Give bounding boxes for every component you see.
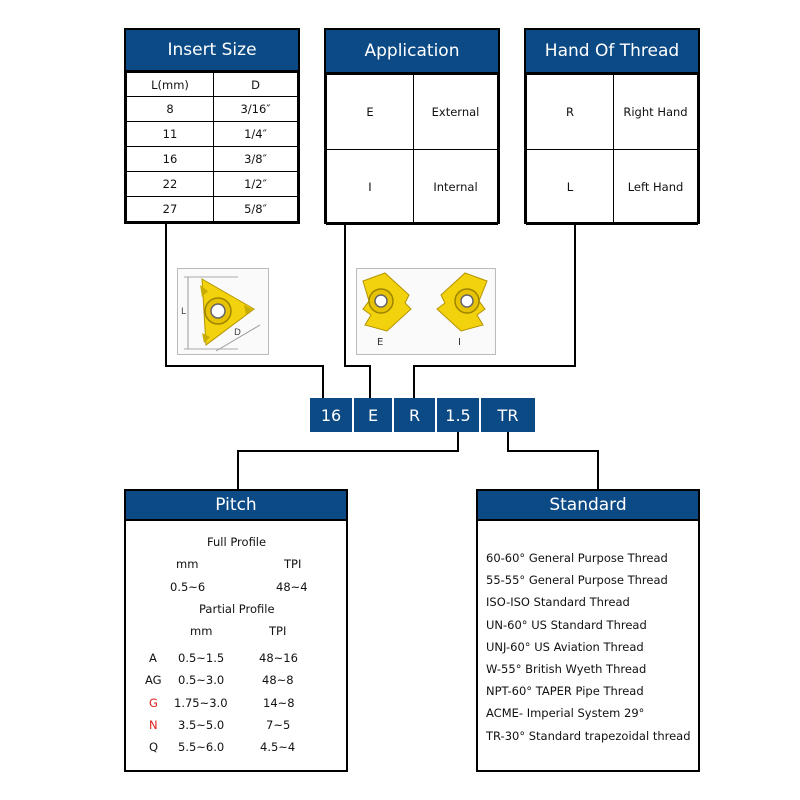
full-mm-header: mm (176, 557, 199, 571)
table-row (127, 197, 298, 222)
application-code: I (327, 150, 414, 225)
insert-size-l: 11 (127, 122, 214, 147)
dimension-l-label: L (181, 307, 187, 317)
insert-drawing (178, 269, 268, 354)
code-pitch-box: 1.5 (437, 398, 479, 432)
pitch-mm: 5.5~6.0 (178, 740, 225, 754)
pitch-tpi: 48~8 (262, 673, 294, 687)
table-row (126, 696, 346, 716)
pitch-tpi: 14~8 (263, 696, 295, 710)
application-figure (356, 268, 496, 355)
list-item: UNJ-60° US Aviation Thread (486, 639, 644, 654)
insert-size-l: 16 (127, 147, 214, 172)
application-i-label: I (458, 337, 461, 348)
list-item: UN-60° US Standard Thread (486, 617, 647, 632)
pitch-code: Q (149, 740, 159, 754)
code-hand-box: R (394, 398, 435, 432)
insert-size-d: 3/16″ (214, 97, 298, 122)
insert-size-figure (177, 268, 269, 355)
insert-size-l: 22 (127, 172, 214, 197)
code-application-box: E (354, 398, 392, 432)
partial-mm-header: mm (190, 624, 213, 638)
code-standard-box: TR (481, 398, 535, 432)
table-row (127, 147, 298, 172)
pitch-code: AG (145, 673, 162, 687)
insert-size-l: 8 (127, 97, 214, 122)
application-code: E (327, 75, 414, 150)
pitch-code: G (149, 696, 158, 710)
table-row (127, 122, 298, 147)
table-row (126, 718, 346, 738)
pitch-mm: 0.5~1.5 (178, 651, 225, 665)
pitch-panel (124, 489, 348, 772)
application-title: Application (326, 30, 498, 74)
hand-label: Left Hand (614, 150, 698, 225)
hand-title: Hand Of Thread (526, 30, 698, 74)
insert-size-d: 5/8″ (214, 197, 298, 222)
standard-panel (476, 489, 700, 772)
pitch-tpi: 48~16 (259, 651, 298, 665)
insert-size-panel (124, 28, 300, 224)
hand-code: R (527, 75, 614, 150)
insert-size-d: 1/4″ (214, 122, 298, 147)
application-e-label: E (377, 337, 384, 348)
full-tpi-value: 48~4 (276, 580, 308, 594)
standard-list (486, 547, 691, 747)
pitch-tpi: 4.5~4 (260, 740, 296, 754)
application-label: Internal (414, 150, 498, 225)
partial-tpi-header: TPI (269, 624, 287, 638)
table-row (327, 75, 498, 150)
pitch-mm: 0.5~3.0 (178, 673, 225, 687)
dimension-d-label: D (234, 328, 241, 338)
application-table (326, 74, 498, 225)
partial-profile-label: Partial Profile (199, 602, 275, 616)
full-mm-value: 0.5~6 (170, 580, 206, 594)
table-row (126, 651, 346, 671)
hand-panel (524, 28, 700, 224)
hand-table (526, 74, 698, 225)
list-item: NPT-60° TAPER Pipe Thread (486, 684, 644, 699)
pitch-code: A (149, 651, 157, 665)
table-row (127, 97, 298, 122)
pitch-code: N (149, 718, 158, 732)
insert-size-l: 27 (127, 197, 214, 222)
list-item: 55-55° General Purpose Thread (486, 573, 668, 588)
table-row (127, 172, 298, 197)
list-item: 60-60° General Purpose Thread (486, 551, 668, 565)
insert-size-header-l: L(mm) (127, 73, 214, 97)
insert-size-d: 1/2″ (214, 172, 298, 197)
list-item: TR-30° Standard trapezoidal thread (486, 728, 691, 743)
insert-size-d: 3/8″ (214, 147, 298, 172)
insert-size-title: Insert Size (126, 30, 298, 72)
table-row (126, 673, 346, 693)
application-label: External (414, 75, 498, 150)
standard-title: Standard (478, 491, 698, 521)
full-profile-label: Full Profile (207, 535, 267, 549)
table-row (126, 740, 346, 760)
insert-size-table (126, 72, 298, 222)
full-tpi-header: TPI (284, 557, 302, 571)
application-panel (324, 28, 500, 224)
code-size-box: 16 (310, 398, 352, 432)
table-row (527, 150, 698, 225)
table-row (527, 75, 698, 150)
list-item: ACME- Imperial System 29° (486, 706, 645, 721)
insert-size-header-d: D (214, 73, 298, 97)
list-item: W-55° British Wyeth Thread (486, 662, 647, 677)
hand-code: L (527, 150, 614, 225)
pitch-mm: 1.75~3.0 (174, 696, 228, 710)
list-item: ISO-ISO Standard Thread (486, 595, 630, 610)
hand-label: Right Hand (614, 75, 698, 150)
pitch-mm: 3.5~5.0 (178, 718, 225, 732)
table-row (327, 150, 498, 225)
pitch-title: Pitch (126, 491, 346, 521)
pitch-tpi: 7~5 (266, 718, 291, 732)
